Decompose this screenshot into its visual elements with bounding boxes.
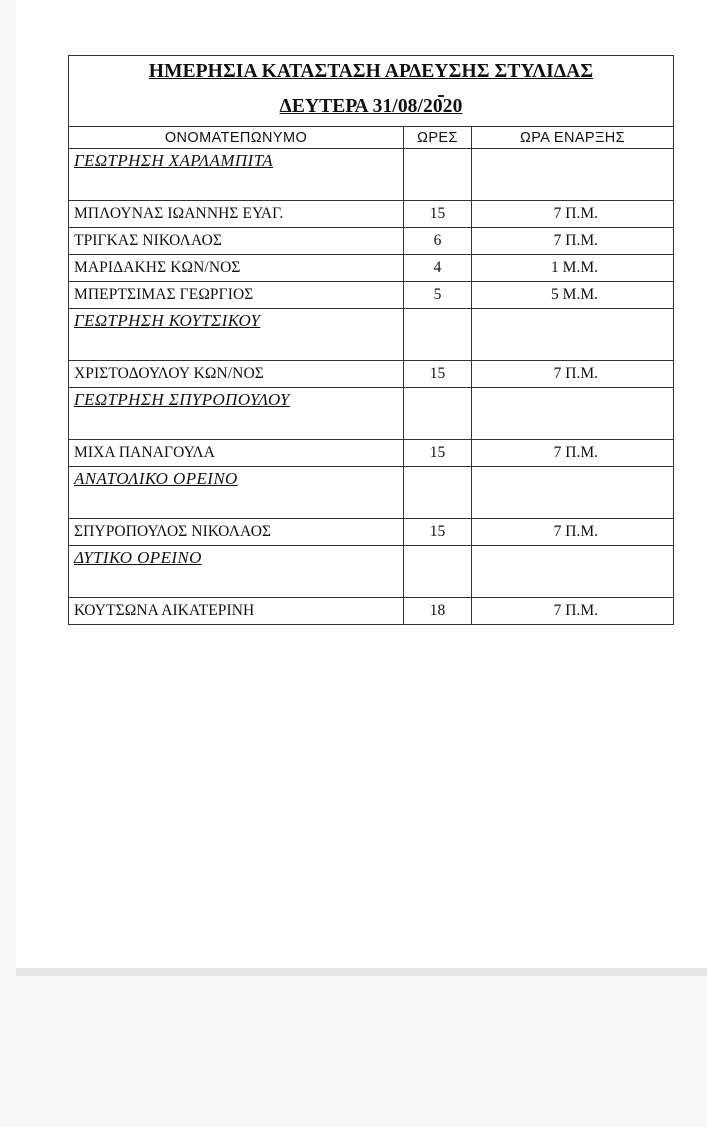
worker-name: ΜΠΕΡΤΣΙΜΑΣ ΓΕΩΡΓΙΟΣ <box>69 282 404 309</box>
worker-name: ΧΡΙΣΤΟΔΟΥΛΟΥ ΚΩΝ/ΝΟΣ <box>69 361 404 388</box>
irrigation-table <box>68 55 674 625</box>
column-header-start-time: ΩΡΑ ΕΝΑΡΞΗΣ <box>472 127 674 149</box>
section-title: ΑΝΑΤΟΛΙΚΟ ΟΡΕΙΝΟ <box>69 467 404 519</box>
page-bottom-edge <box>16 968 707 976</box>
start-time-value: 7 Π.Μ. <box>472 519 674 546</box>
section-title: ΓΕΩΤΡΗΣΗ ΚΟΥΤΣΙΚΟΥ <box>69 309 404 361</box>
start-time-value: 7 Π.Μ. <box>472 598 674 625</box>
section-start-blank <box>472 388 674 440</box>
section-start-blank <box>472 149 674 201</box>
start-time-value: 5 Μ.Μ. <box>472 282 674 309</box>
worker-name: ΣΠΥΡΟΠΟΥΛΟΣ ΝΙΚΟΛΑΟΣ <box>69 519 404 546</box>
column-header-hours: ΩΡΕΣ <box>404 127 472 149</box>
worker-name: ΜΑΡΙΔΑΚΗΣ ΚΩΝ/ΝΟΣ <box>69 255 404 282</box>
section-header-row <box>69 388 674 440</box>
table-row <box>69 201 674 228</box>
section-hours-blank <box>404 467 472 519</box>
section-hours-blank <box>404 309 472 361</box>
hours-value: 6 <box>404 228 472 255</box>
table-row <box>69 598 674 625</box>
start-time-value: 7 Π.Μ. <box>472 228 674 255</box>
start-time-value: 1 Μ.Μ. <box>472 255 674 282</box>
section-header-row <box>69 309 674 361</box>
section-title: ΓΕΩΤΡΗΣΗ ΣΠΥΡΟΠΟΥΛΟΥ <box>69 388 404 440</box>
hours-value: 15 <box>404 519 472 546</box>
title-mark <box>438 95 444 97</box>
table-row <box>69 361 674 388</box>
hours-value: 15 <box>404 440 472 467</box>
hours-value: 5 <box>404 282 472 309</box>
table-row <box>69 255 674 282</box>
section-start-blank <box>472 467 674 519</box>
start-time-value: 7 Π.Μ. <box>472 201 674 228</box>
hours-value: 18 <box>404 598 472 625</box>
worker-name: ΚΟΥΤΣΩΝΑ ΑΙΚΑΤΕΡΙΝΗ <box>69 598 404 625</box>
table-body <box>69 56 674 625</box>
hours-value: 15 <box>404 201 472 228</box>
section-hours-blank <box>404 546 472 598</box>
section-hours-blank <box>404 388 472 440</box>
worker-name: ΤΡΙΓΚΑΣ ΝΙΚΟΛΑΟΣ <box>69 228 404 255</box>
start-time-value: 7 Π.Μ. <box>472 361 674 388</box>
section-start-blank <box>472 546 674 598</box>
section-hours-blank <box>404 149 472 201</box>
table-row <box>69 440 674 467</box>
table-row <box>69 282 674 309</box>
column-header-name: ΟΝΟΜΑΤΕΠΩΝΥΜΟ <box>69 127 404 149</box>
document-title: ΗΜΕΡΗΣΙΑ ΚΑΤΑΣΤΑΣΗ ΑΡΔΕΥΣΗΣ ΣΤΥΛΙΔΑΣ <box>148 61 594 82</box>
section-header-row <box>69 149 674 201</box>
worker-name: ΜΠΛΟΥΝΑΣ ΙΩΑΝΝΗΣ ΕΥΑΓ. <box>69 201 404 228</box>
worker-name: ΜΙΧΑ ΠΑΝΑΓΟΥΛΑ <box>69 440 404 467</box>
section-header-row <box>69 467 674 519</box>
title-row <box>69 56 674 127</box>
title-cell <box>69 56 674 127</box>
section-header-row <box>69 546 674 598</box>
table-row <box>69 228 674 255</box>
column-header-row <box>69 127 674 149</box>
table-row <box>69 519 674 546</box>
section-title: ΓΕΩΤΡΗΣΗ ΧΑΡΛΑΜΠΙΤΑ <box>69 149 404 201</box>
section-title: ΔΥΤΙΚΟ ΟΡΕΙΝΟ <box>69 546 404 598</box>
section-start-blank <box>472 309 674 361</box>
document-date: ΔΕΥΤΕΡΑ 31/08/2020 <box>279 96 463 117</box>
hours-value: 15 <box>404 361 472 388</box>
hours-value: 4 <box>404 255 472 282</box>
start-time-value: 7 Π.Μ. <box>472 440 674 467</box>
